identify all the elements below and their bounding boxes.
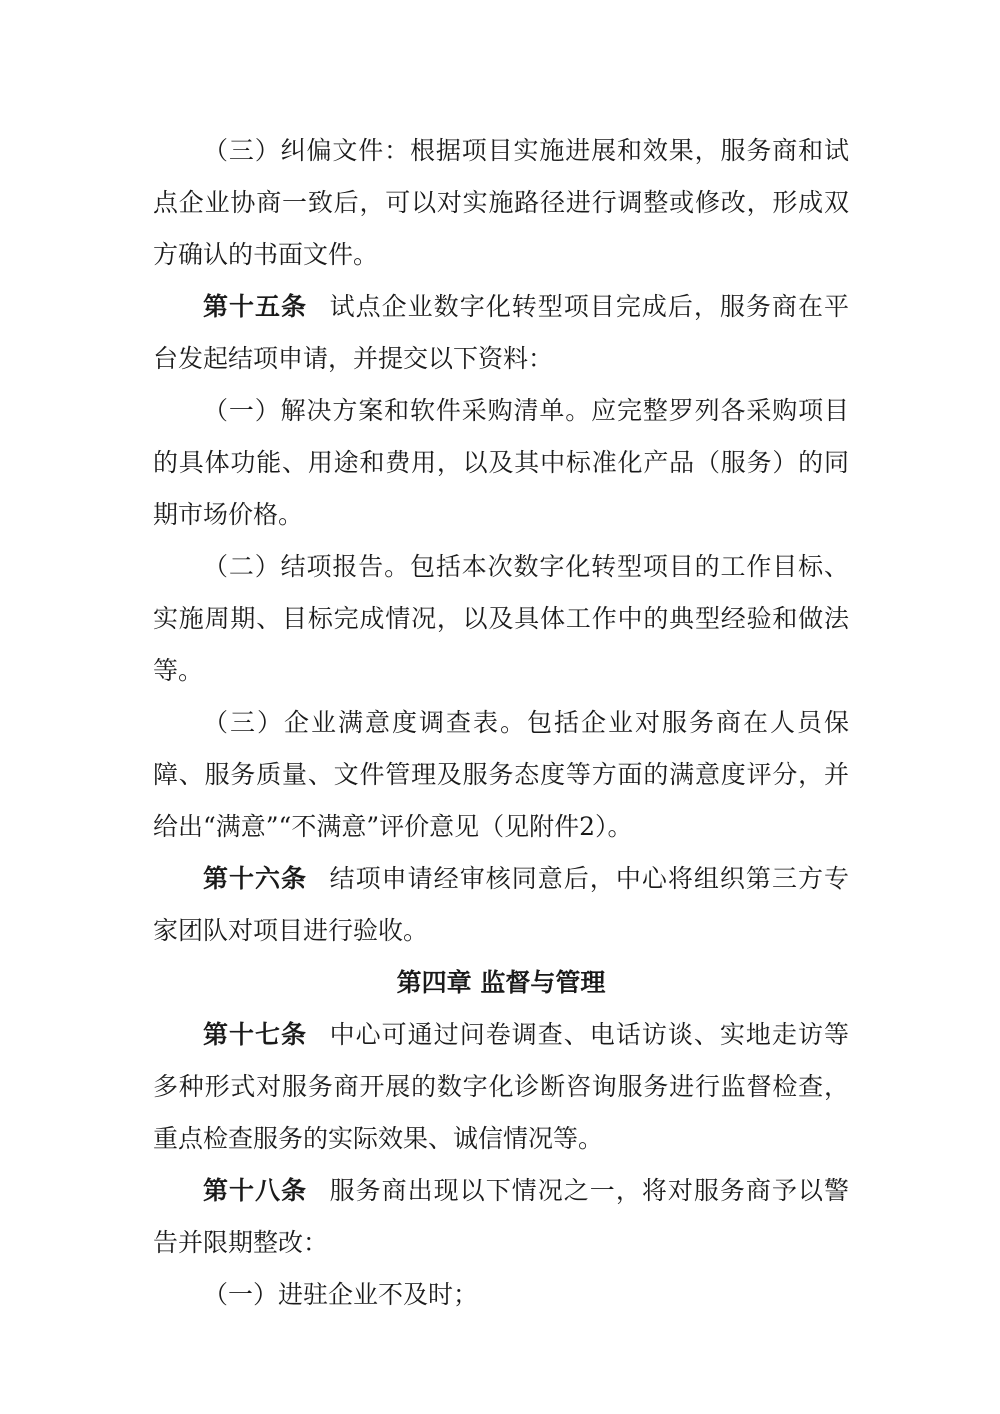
article-16 (153, 853, 849, 957)
paragraph-text: 服务商出现以下情况之一，将对服务商予以警告并限期整改： (153, 1176, 849, 1257)
article-number: 第十八条 (203, 1176, 308, 1205)
paragraph-text: 结项申请经审核同意后，中心将组织第三方专家团队对项目进行验收。 (153, 864, 849, 945)
paragraph-text: （一）进驻企业不及时； (203, 1280, 479, 1309)
paragraph-text: （二）结项报告。包括本次数字化转型项目的工作目标、实施周期、目标完成情况，以及具体工作中的典型经验和做法等。 (153, 552, 849, 685)
paragraph-text: 中心可通过问卷调查、电话访谈、实地走访等多种形式对服务商开展的数字化诊断咨询服务进行监督检查，重点检查服务的实际效果、诚信情况等。 (153, 1020, 849, 1153)
paragraph-satisfaction-survey (153, 697, 849, 853)
paragraph-solution-list (153, 385, 849, 541)
paragraph-closing-report (153, 541, 849, 697)
article-18 (153, 1165, 849, 1269)
article-number: 第十五条 (203, 292, 308, 321)
paragraph-text: （一）解决方案和软件采购清单。应完整罗列各采购项目的具体功能、用途和费用，以及其中标准化产品（服务）的同期市场价格。 (153, 396, 849, 529)
paragraph-text: （三）纠偏文件：根据项目实施进展和效果，服务商和试点企业协商一致后，可以对实施路径进行调整或修改，形成双方确认的书面文件。 (153, 136, 849, 269)
paragraph-corrective-documents (153, 125, 849, 281)
article-15 (153, 281, 849, 385)
article-number: 第十七条 (203, 1020, 308, 1049)
paragraph-text: 试点企业数字化转型项目完成后，服务商在平台发起结项申请，并提交以下资料： (153, 292, 849, 373)
article-number: 第十六条 (203, 864, 308, 893)
chapter-title: 第四章 监督与管理 (396, 968, 606, 997)
paragraph-late-entry (153, 1269, 849, 1321)
document-page (153, 125, 849, 1321)
article-17 (153, 1009, 849, 1165)
paragraph-text: （三）企业满意度调查表。包括企业对服务商在人员保障、服务质量、文件管理及服务态度等方面的满意度评分，并给出“满意”“不满意”评价意见（见附件2）。 (153, 708, 849, 841)
